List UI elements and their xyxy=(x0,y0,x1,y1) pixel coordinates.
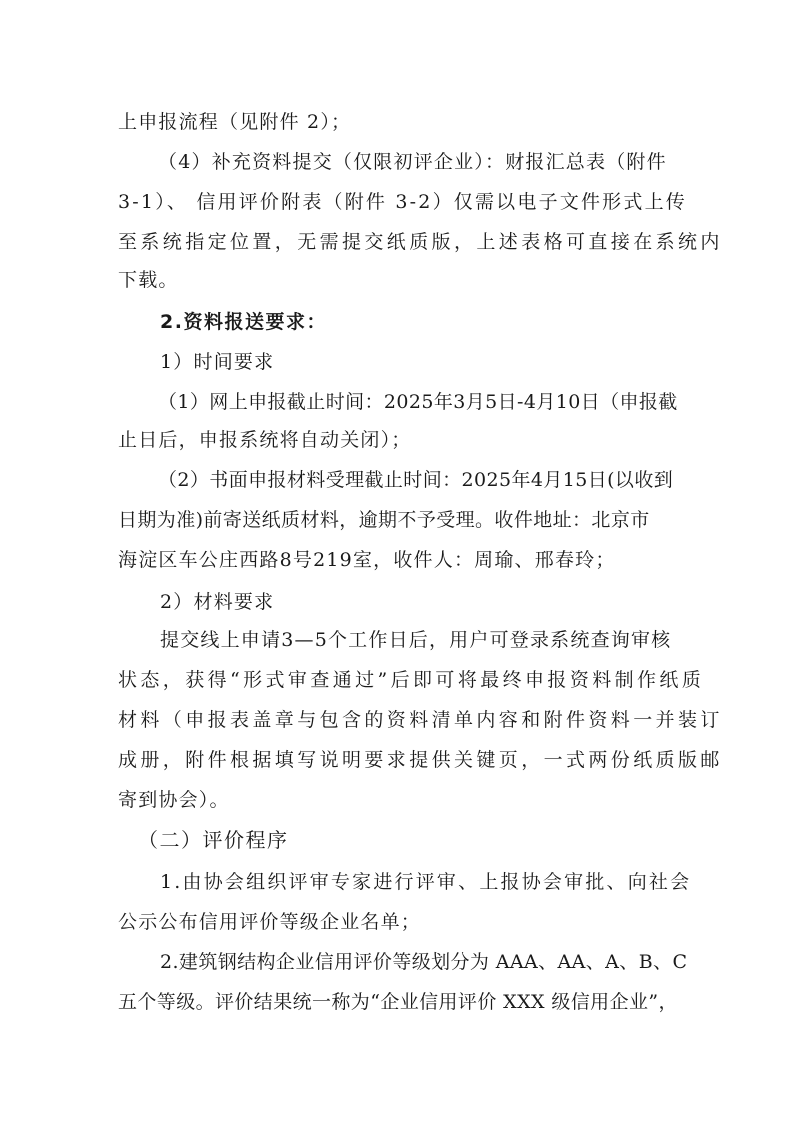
paragraph-line: 海淀区车公庄西路8号219室，收件人：周瑜、邢春玲； xyxy=(118,549,616,571)
paragraph-line: 公示公布信用评价等级企业名单； xyxy=(118,911,422,933)
subsection-heading: 2）材料要求 xyxy=(160,591,275,613)
paragraph-line: 止日后，申报系统将自动关闭）； xyxy=(118,429,412,451)
paragraph-line: 材料（申报表盖章与包含的资料清单内容和附件资料一并装订 xyxy=(118,709,723,731)
paragraph-line: 成册，附件根据填写说明要求提供关键页，一式两份纸质版邮 xyxy=(118,749,723,771)
paragraph-line: 寄到协会）。 xyxy=(118,789,230,811)
paragraph-line: 日期为准)前寄送纸质材料，逾期不予受理。收件地址：北京市 xyxy=(118,509,650,531)
paragraph-line: 至系统指定位置，无需提交纸质版，上述表格可直接在系统内 xyxy=(118,231,723,253)
paragraph-line: 下载。 xyxy=(118,269,179,291)
subsection-heading: 1）时间要求 xyxy=(160,351,275,373)
paragraph-line: 提交线上申请3—5个工作日后，用户可登录系统查询审核 xyxy=(160,629,672,651)
paragraph-line: 1.由协会组织评审专家进行评审、上报协会审批、向社会 xyxy=(160,871,692,893)
paragraph-line: （2）书面申报材料受理截止时间：2025年4月15日(以收到 xyxy=(158,469,674,491)
paragraph-line: 2.建筑钢结构企业信用评价等级划分为 AAA、AA、A、B、C xyxy=(160,951,688,973)
paragraph-line: （4）补充资料提交（仅限初评企业）：财报汇总表（附件 xyxy=(158,151,667,173)
section-heading: （二）评价程序 xyxy=(138,828,289,852)
paragraph-line: 3-1）、 信用评价附表（附件 3-2）仅需以电子文件形式上传 xyxy=(118,191,687,213)
paragraph-line: 状态，获得“形式审查通过”后即可将最终申报资料制作纸质 xyxy=(118,669,705,691)
paragraph-line: 上申报流程（见附件 2）； xyxy=(118,111,352,133)
paragraph-line: 五个等级。评价结果统一称为“企业信用评价 XXX 级信用企业”， xyxy=(118,991,678,1013)
paragraph-line: （1）网上申报截止时间：2025年3月5日-4月10日（申报截 xyxy=(158,391,678,413)
section-heading: 2.资料报送要求： xyxy=(160,311,327,333)
